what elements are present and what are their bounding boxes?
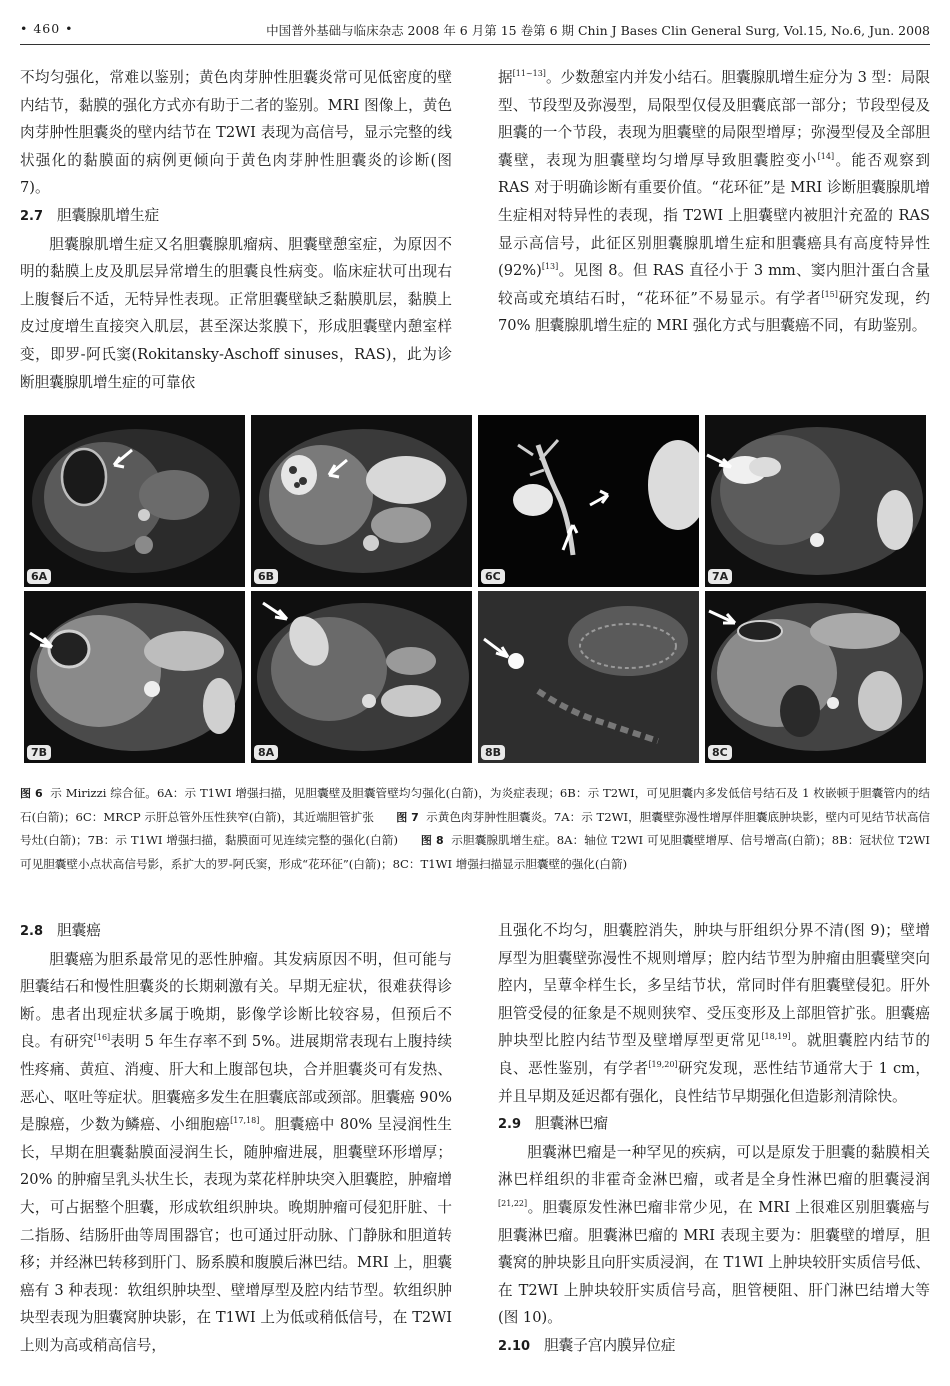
panel-label: 8C — [708, 745, 732, 760]
figure-panel-8a — [251, 591, 472, 763]
running-header — [20, 14, 930, 45]
figure-panel-6b — [251, 415, 472, 587]
citation: [21,22] — [498, 1198, 528, 1208]
panel-label: 7B — [27, 745, 51, 760]
fig8-label: 图 8 — [420, 834, 444, 847]
paragraph-xgc-mri: 不均匀强化，常难以鉴别；黄色肉芽肿性胆囊炎常可见低密度的壁内结节，黏膜的强化方式亦有助于二者的鉴别。MRI 图像上，黄色肉芽肿性胆囊炎的壁内结节在 T2WI 表现为高信号，显示完整的线状强化的黏膜面的病例更倾向于黄色肉芽肿性胆囊炎的诊断(图 7)。 — [20, 69, 452, 197]
citation: [17,18] — [230, 1116, 260, 1126]
paragraph-gallbladder-carcinoma: 胆囊癌为胆系最常见的恶性肿瘤。其发病原因不明，但可能与胆囊结石和慢性胆囊炎的长期刺激有关。早期无症状，很难获得诊断。患者出现症状多属于晚期，影像学诊断比较容易，但预后不良。有研究[16]表明 5 年生存率不到 5%。进展期常表现右上腹持续性疼痛、黄疸、消瘦、肝大和上腹部包块，合并胆囊炎可有发热、恶心、呕吐等症状。胆囊癌多发生在胆囊底部或颈部。胆囊癌 90% 是腺癌，少数为鳞癌、小细胞癌[17,18]。胆囊癌中 80% 呈浸润性生长，早期在胆囊黏膜面浸润生长，随肿瘤进展，胆囊壁环形增厚；20% 的肿瘤呈乳头状生长，表现为菜花样肿块突入胆囊腔，肿瘤增大，可占据整个胆囊，形成软组织肿块。晚期肿瘤可侵犯肝脏、十二指肠、结肠肝曲等周围器官；也可通过肝动脉、门静脉和胆道转移；并经淋巴转移到肝门、肠系膜和腹膜后淋巴结。MRI 上，胆囊癌有 3 种表现：软组织肿块型、壁增厚型及腔内结节型。软组织肿块型表现为胆囊窝肿块影，在 T1WI 上为低或稍低信号，在 T2WI 上则为高或稍高信号， — [20, 950, 452, 1354]
fig8-caption: 示胆囊腺肌增生症。8A：轴位 T2WI 可见胆囊壁增厚、信号增高(白箭)；8B：冠状位 T2WI 可见胆囊壁小点状高信号影，系扩大的罗-阿氏窦，形成“花环征”(白箭)；8C：T1WI 增强扫描显示胆囊壁的强化(白箭) — [20, 833, 931, 871]
citation: [19,20] — [648, 1059, 678, 1069]
figure-panel-6c — [478, 415, 699, 587]
upper-right-column — [498, 64, 930, 340]
citation: [15] — [821, 289, 838, 299]
figure-caption — [20, 782, 930, 876]
fig6-caption: 示 Mirizzi 综合征。6A：示 T1WI 增强扫描，见胆囊壁及胆囊管壁均匀强化(白箭)，为炎症表现；6B：示 T2WI，可见胆囊内多发低信号结石及 1 枚嵌顿于胆囊管内的结石(白箭)；6C：MRCP 示肝总管外压性狭窄(白箭)，其近端胆管扩张 — [20, 786, 931, 824]
panel-label: 6B — [254, 569, 278, 584]
panel-label: 8A — [254, 745, 278, 760]
page-number: • 460 • — [20, 21, 74, 36]
citation: [13] — [541, 262, 559, 272]
citation: [11~13] — [512, 69, 546, 78]
fig7-caption: 示黄色肉芽肿性胆囊炎。7A：示 T2WI，胆囊壁弥漫性增厚伴胆囊底肿块影，壁内可见结节状高信号灶(白箭)；7B：示 T1WI 增强扫描，黏膜面可见连续完整的强化(白箭) — [20, 809, 930, 847]
paragraph-ras: 据[11~13]。少数憩室内并发小结石。胆囊腺肌增生症分为 3 型：局限型、节段型及弥漫型，局限型仅侵及胆囊底部一部分；节段型侵及胆囊的一个节段，表现为胆囊壁的局限型增厚；弥漫型侵及全部胆囊壁，表现为胆囊壁均匀增厚导致胆囊腔变小[14]。能否观察到 RAS 对于明确诊断有重要价值。“花环征”是 MRI 诊断胆囊腺肌增生症相对特异性的表现，指 T2WI 上胆囊壁内被胆汁充盈的 RAS 显示高信号，此征区别胆囊腺肌增生症和胆囊癌具有高度特异性(92%)[13]。见图 8。但 RAS 直径小于 3 mm、窦内胆汁蛋白含量较高或充填结石时，“花环征”不易显示。有学者[15]研究发现，约 70% 胆囊腺肌增生症的 MRI 强化方式与胆囊癌不同，有助鉴别。 — [498, 69, 930, 335]
panel-label: 8B — [481, 745, 505, 760]
figure-panel-8c — [705, 591, 926, 763]
panel-label: 7A — [708, 569, 732, 584]
mri-figure-grid — [24, 415, 926, 770]
section-heading-2-7: 2.7 胆囊腺肌增生症 — [20, 206, 160, 224]
lower-left-column — [20, 917, 452, 1360]
citation: [14] — [817, 151, 835, 161]
fig7-label: 图 7 — [396, 810, 419, 824]
fig6-label: 图 6 — [20, 787, 43, 800]
panel-label: 6C — [481, 569, 505, 584]
figure-panel-7a — [705, 415, 926, 587]
figure-panel-6a — [24, 415, 245, 587]
section-heading-2-9: 2.9 胆囊淋巴瘤 — [498, 1115, 609, 1133]
panel-label: 6A — [27, 569, 51, 584]
journal-citation: 中国普外基础与临床杂志 2008 年 6 月第 15 卷第 6 期 Chin J Bases Clin General Surg, Vol.15, No.6, Jun. 2008 — [266, 23, 930, 38]
lower-right-column — [498, 917, 930, 1361]
figure-panel-8b — [478, 591, 699, 763]
upper-left-column — [20, 64, 452, 396]
paragraph-adenomyomatosis: 胆囊腺肌增生症又名胆囊腺肌瘤病、胆囊壁憩室症，为原因不明的黏膜上皮及肌层异常增生的胆囊良性病变。临床症状可出现右上腹餐后不适，无特异性表现。正常胆囊壁缺乏黏膜肌层，黏膜上皮过度增生直接突入肌层，甚至深达浆膜下，形成胆囊壁内憩室样变，即罗-阿氏窦(Rokitansky-Aschoff sinuses，RAS)，此为诊断胆囊腺肌增生症的可靠依 — [20, 235, 452, 391]
paragraph-lymphoma: 胆囊淋巴瘤是一种罕见的疾病，可以是原发于胆囊的黏膜相关淋巴样组织的非霍奇金淋巴瘤，或者是全身性淋巴瘤的胆囊浸润[21,22]。胆囊原发性淋巴瘤非常少见，在 MRI 上很难区别胆囊癌与胆囊淋巴瘤。胆囊淋巴瘤的 MRI 表现主要为：胆囊壁的增厚，胆囊窝的肿块影且向肝实质浸润，在 T1WI 上肿块较肝实质信号低、在 T2WI 上肿块较肝实质信号高，胆管梗阻、肝门淋巴结增大等(图 10)。 — [498, 1143, 930, 1327]
figure-panel-7b — [24, 591, 245, 763]
section-heading-2-10: 2.10 胆囊子宫内膜异位症 — [498, 1336, 676, 1354]
citation: [18,19] — [761, 1032, 791, 1042]
paragraph-carcinoma-cont: 且强化不均匀，胆囊腔消失，肿块与肝组织分界不清(图 9)；壁增厚型为胆囊壁弥漫性不规则增厚；腔内结节型为肿瘤由胆囊壁突向腔内，呈蕈伞样生长，多呈结节状，常同时伴有胆囊壁侵犯。肝外胆管受侵的征象是不规则狭窄、受压变形及上部胆管扩张。胆囊癌肿块型比腔内结节型及壁增厚型更常见[18,19]。就胆囊腔内结节的良、恶性鉴别，有学者[19,20]研究发现，恶性结节通常大于 1 cm，并且早期及延迟都有强化，良性结节早期强化但造影剂清除快。 — [498, 922, 930, 1105]
section-heading-2-8: 2.8 胆囊癌 — [20, 922, 101, 939]
citation: [16] — [93, 1033, 111, 1043]
